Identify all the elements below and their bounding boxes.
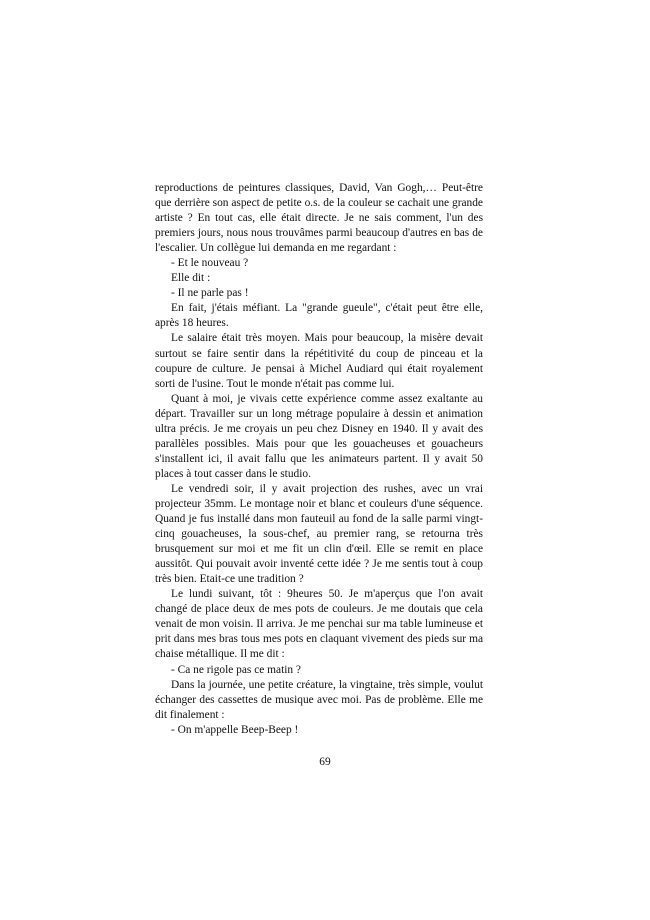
paragraph: Le vendredi soir, il y avait projection des rushes, avec un vrai projecteur 35mm. Le montage noir et blanc et couleurs d'une séquence. Quand je fus installé dans mon fauteuil au fond de la salle parmi vingt-cinq gouacheuses, la sous-chef, au premier rang, se retourna très brusquement sur moi et me fit un clin d'œil. Elle se remit en place aussitôt. Qui pouvait avoir inventé cette idée ? Je me sentis tout à coup très bien. Etait-ce une tradition ? — [155, 482, 483, 586]
paragraph: En fait, j'étais méfiant. La "grande gueule", c'était peut être elle, après 18 heures. — [155, 302, 483, 330]
paragraph: Dans la journée, une petite créature, la vingtaine, très simple, voulut échanger des cassettes de musique avec moi. Pas de problème. Elle me dit finalement : — [155, 678, 483, 721]
body-text — [155, 181, 483, 738]
paragraph: Le salaire était très moyen. Mais pour beaucoup, la misère devait surtout se faire sentir dans la répétitivité du coup de pinceau et la coupure de culture. Je pensai à Michel Audiard qui était royalement sorti de l'usine. Tout le monde n'était pas comme lui. — [155, 332, 483, 390]
paragraph: - Et le nouveau ? — [171, 257, 249, 270]
paragraph: - On m'appelle Beep-Beep ! — [171, 723, 299, 736]
paragraph: Le lundi suivant, tôt : 9heures 50. Je m'aperçus que l'on avait changé de place deux de mes pots de couleurs. Je me doutais que cela venait de mon voisin. Il arriva. Je me penchai sur ma table lumineuse et prit dans mes bras tous mes pots en claquant vivement des pieds sur ma chaise métallique. Il me dit : — [155, 588, 483, 661]
paragraph: reproductions de peintures classiques, David, Van Gogh,… Peut-être que derrière son aspect de petite o.s. de la couleur se cachait une grande artiste ? En tout cas, elle était directe. Je ne sais comment, l'un des premiers jours, nous nous trouvâmes parmi beaucoup d'autres en bas de l'escalier. Un collègue lui demanda en me regardant : — [155, 182, 483, 255]
paragraph: - Ca ne rigole pas ce matin ? — [171, 663, 301, 676]
page-number: 69 — [319, 756, 331, 768]
paragraph: - Il ne parle pas ! — [171, 287, 249, 300]
paragraph: Quant à moi, je vivais cette expérience comme assez exaltante au départ. Travailler sur un long métrage populaire à dessin et animation ultra précis. Je me croyais un peu chez Disney en 1940. Il y avait des parallèles possibles. Mais pour que les gouacheuses et gouacheurs s'installent ici, il avait fallu que les animateurs partent. Il y avait 50 places à tout casser dans le studio. — [155, 392, 483, 480]
paragraph: Elle dit : — [171, 272, 211, 285]
